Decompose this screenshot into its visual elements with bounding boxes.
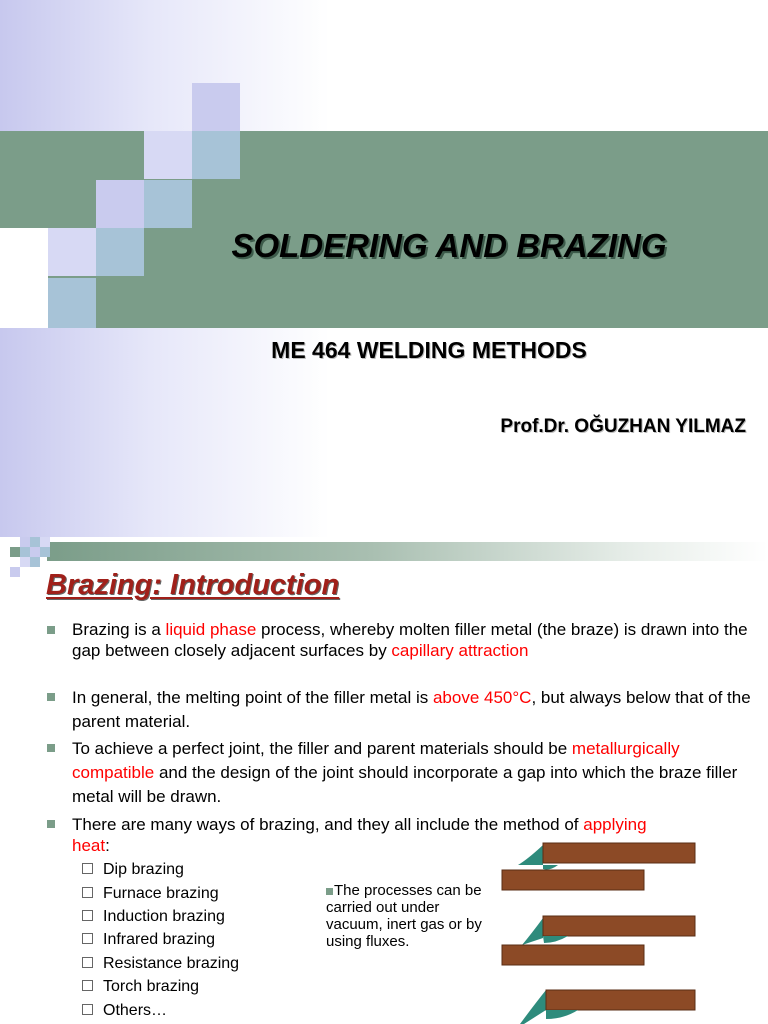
slide-title: SOLDERING AND BRAZING [231,227,667,264]
bullet-marker [47,744,55,752]
decor-square [40,537,50,547]
lower-plate [502,870,644,890]
upper-plate [543,843,695,863]
decor-square [10,567,20,577]
filler-metal [520,990,546,1024]
decor-square [96,180,144,228]
list-item-label: Resistance brazing [103,955,240,972]
list-item [82,908,225,926]
highlight-text: applying heat [72,815,647,855]
decor-square [192,83,240,131]
list-item [82,955,239,973]
filler-metal [543,936,568,943]
filler-metal [546,1010,578,1019]
decor-square [30,547,40,557]
decor-square [30,537,40,547]
filler-metal [518,845,543,865]
bullet-text [72,737,752,809]
checkbox-bullet-icon [82,910,93,921]
list-item-label: Others… [103,1002,168,1019]
checkbox-bullet-icon [82,980,93,991]
text-span: , but always below that of the parent material. [72,688,751,731]
decor-square [144,180,192,228]
list-item-label: Dip brazing [103,861,184,878]
decor-square [30,557,40,567]
highlight-text: above 450°C [432,688,532,707]
highlight-text: capillary attraction [391,641,529,660]
brazed-joint-diagram [498,837,703,1024]
lower-plate [502,945,644,965]
decor-square [0,180,48,228]
filler-metal [543,865,558,870]
list-item-label: Infrared brazing [103,931,216,948]
processes-note-text: The processes can be carried out under vacuum, inert gas or by using fluxes. [326,882,482,950]
checkbox-bullet-icon [82,863,93,874]
bullet-marker [47,693,55,701]
decor-square [20,557,30,567]
highlight-text: liquid phase [165,620,257,639]
text-span: and the design of the joint should incorporate a gap into which the braze filler metal will be drawn. [72,763,738,806]
decor-square [20,547,30,557]
list-item [82,861,184,879]
filler-metal [522,918,543,945]
processes-note [326,882,496,950]
upper-plate [546,990,695,1010]
course-title: ME 464 WELDING METHODS [271,337,587,363]
checkbox-bullet-icon [82,933,93,944]
text-span: There are many ways of brazing, and they all include the method of [72,815,584,834]
list-item-label: Furnace brazing [103,885,219,902]
bullet-text [72,619,752,661]
list-item [82,885,219,903]
decor-square [40,547,50,557]
decor-square [48,278,96,328]
list-item-label: Induction brazing [103,908,225,925]
decor-square [192,131,240,179]
list-item [82,931,215,949]
slide-heading: Brazing: Introduction [46,569,340,601]
decor-square [10,547,20,557]
text-span: Brazing is a [72,620,166,639]
header-bar [47,542,768,561]
text-span: process, whereby molten filler metal (the braze) is drawn into the gap between closely adjacent surfaces by [72,620,748,660]
bullet-marker [47,820,55,828]
text-span: : [105,836,110,855]
author-name: Prof.Dr. OĞUZHAN YILMAZ [500,416,746,437]
highlight-text: metallurgically compatible [72,739,680,782]
list-item [82,1002,167,1020]
bullet-text [72,686,752,734]
upper-plate [543,916,695,936]
text-span: To achieve a perfect joint, the filler and parent materials should be [72,739,572,758]
checkbox-bullet-icon [82,1004,93,1015]
content-slide [0,537,768,1024]
bullet-marker [47,626,55,634]
checkbox-bullet-icon [82,887,93,898]
list-item-label: Torch brazing [103,978,200,995]
decor-square [20,537,30,547]
list-item [82,978,199,996]
decor-square [144,131,192,179]
checkbox-bullet-icon [82,957,93,968]
text-span: In general, the melting point of the filler metal is [72,688,433,707]
bullet-marker [326,888,333,895]
